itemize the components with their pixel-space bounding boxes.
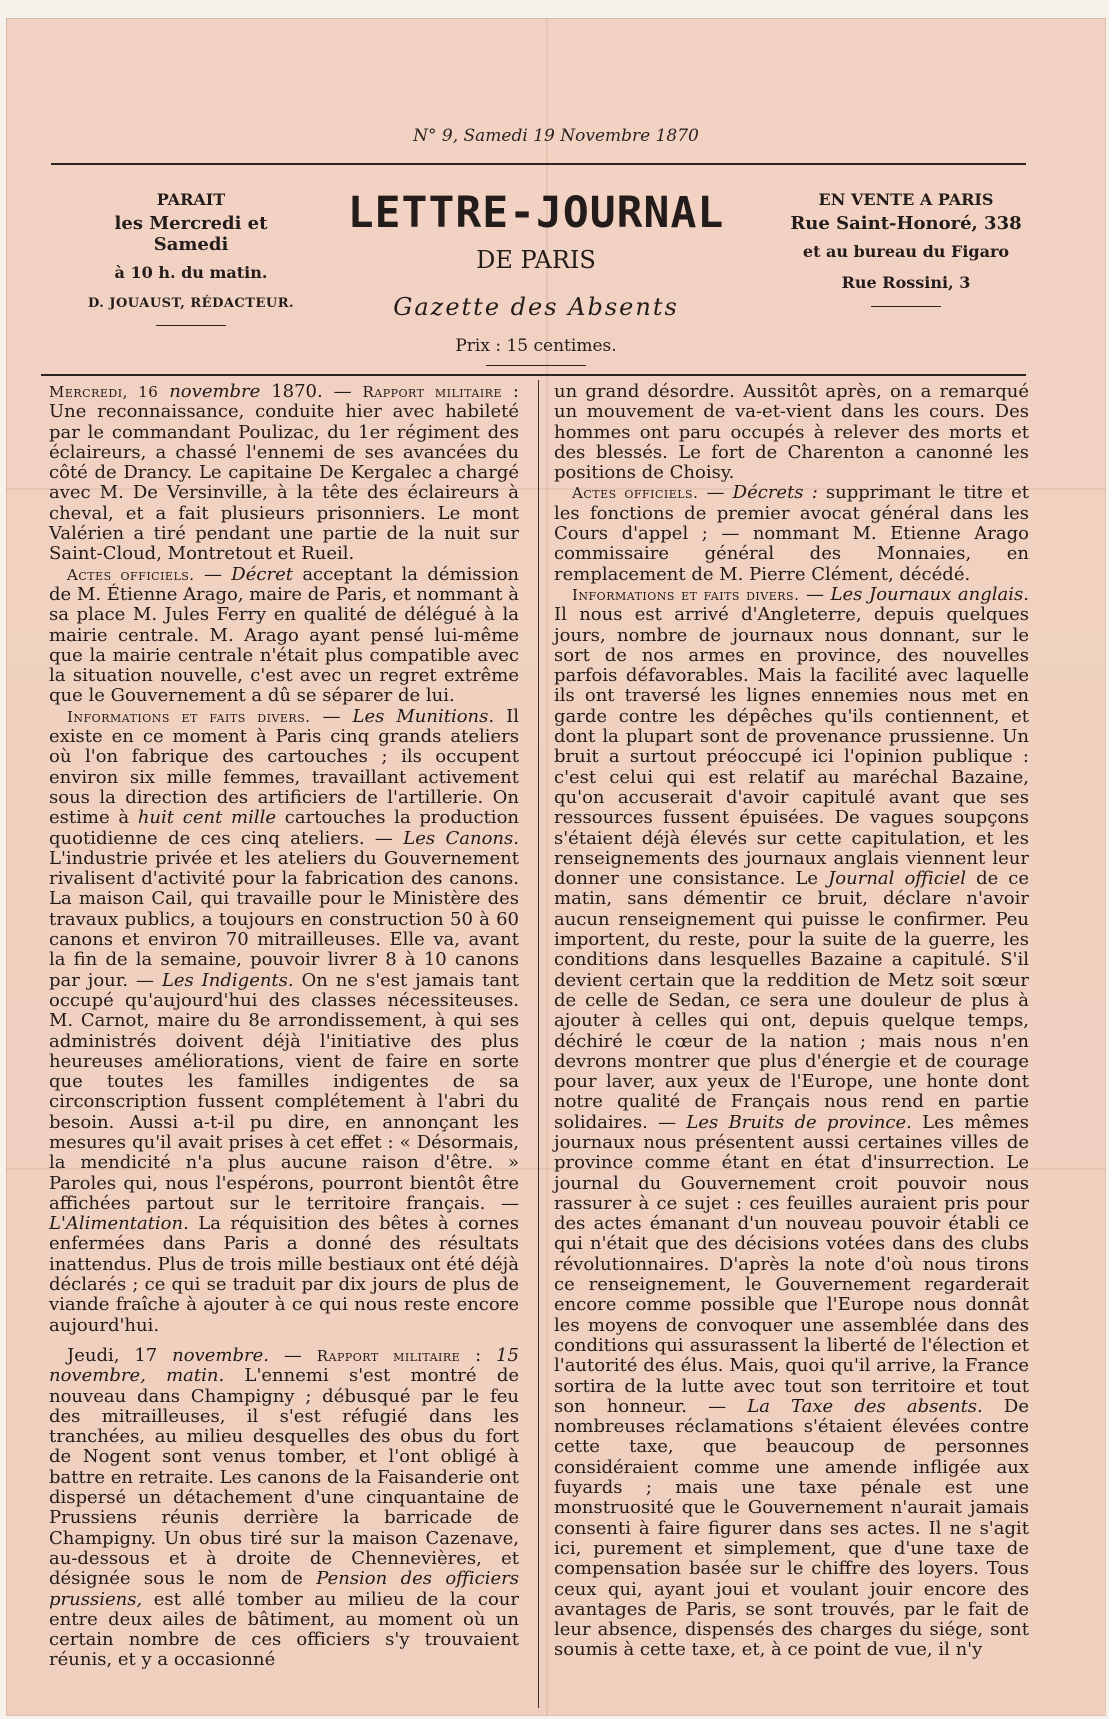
right-column	[554, 382, 1029, 1661]
left-column	[49, 382, 519, 1671]
days-label: les Mercredi et Samedi	[114, 213, 268, 255]
rossini-label: Rue Rossini, 3	[841, 273, 971, 292]
article-paragraph: Actes officiels. — Décrets : supprimant le titre et les fonctions de premier avocat général dans les Cours d'appel ; — nommant M. Etienne Arago commissaire général des Monnaies, en remplacement de M. Pierre Clément, décédé.	[554, 482, 1029, 585]
figaro-label: et au bureau du Figaro	[802, 242, 1010, 261]
masthead-gazette: Gazette des Absents	[393, 293, 679, 321]
publication-info	[76, 190, 306, 326]
newspaper-sheet	[6, 18, 1106, 1716]
price-rule	[486, 365, 586, 366]
masthead-title: LETTRE-JOURNAL	[347, 188, 725, 238]
masthead-subtitle: DE PARIS	[476, 246, 596, 274]
address-label: Rue Saint-Honoré, 338	[790, 213, 1022, 234]
price-label: Prix : 15 centimes.	[455, 336, 617, 356]
article-paragraph: Mercredi, 16 novembre 1870. — Rapport militaire : Une reconnaissance, conduite hier avec habileté par le commandant Poulizac, du 1er régiment des éclaireurs, a chassé l'ennemi de ses avancées du côté de Drancy. Le capitaine De Kergalec a chargé avec M. De Versinville, à la tête des éclaireurs à cheval, et a fait plusieurs prisonniers. Le mont Valérien a tiré pendant une partie de la nuit sur Saint-Cloud, Montretout et Rueil.	[49, 381, 519, 565]
issue-line: N° 9, Samedi 19 Novembre 1870	[413, 126, 699, 146]
header-rule	[51, 163, 1026, 165]
article-paragraph: Actes officiels. — Décret acceptant la démission de M. Étienne Arago, maire de Paris, et nommant à sa place M. Jules Ferry en qualité de délégué à la mairie centrale. M. Arago ayant pensé lui-même que la mairie centrale n'était plus compatible avec la situation nouvelle, c'est avec un regret extrême que le Gouvernement a dû se séparer de lui.	[49, 563, 520, 707]
editor-label: D. JOUAUST, RÉDACTEUR.	[87, 296, 295, 311]
sales-info	[776, 190, 1036, 307]
columns-rule	[41, 374, 1026, 376]
article-paragraph: Informations et faits divers. — Les Journaux anglais. Il nous est arrivé d'Angleterre, depuis quelques jours, nombre de journaux nous donnant, sur le sort de nos armes en province, des nouvelles parfois défavorables. Mais la facilité avec laquelle ils ont traversé les lignes ennemies nous met en garde contre les dépêches qu'ils contiennent, et dont la plupart sont de provenance prussienne. Un bruit a surtout préoccupé ici l'opinion publique : c'est celui qui est relatif au maréchal Bazaine, qu'on accuserait d'avoir capitulé avant que ses ressources fussent épuisées. De vagues soupçons s'étaient déjà élevés sur cette capitulation, et les renseignements des journaux anglais viennent leur donner une consistance. Le Journal officiel de ce matin, sans démentir ce bruit, déclare n'avoir aucun renseignement qui puisse le confirmer. Peu importent, du reste, pour la suite de la guerre, les conditions dans lesquelles Bazaine a capitulé. S'il devient certain que la reddition de Metz soit sœur de celle de Sedan, ce sera une douleur de plus à ajouter à celles qui ont, depuis quelque temps, déchiré le cœur de la nation ; mais nous n'en devrons montrer que plus d'énergie et de courage pour laver, aux yeux de l'Europe, une honte dont notre qualité de Français nous rend en partie solidaires. — Les Bruits de province. Les mêmes journaux nous présentent aussi certaines villes de province comme étant en état d'insurrection. Le journal du Gouvernement croit pouvoir nous rassurer à ce sujet : ces feuilles auraient pris pour des actes émanant d'un nouveau pouvoir établi ce qui n'était que des décisions votées dans des clubs révolutionnaires. D'après la note d'où nous tirons ce renseignement, le Gouvernement regarderait encore comme possible que l'Europe nous donnât les moyens de convoquer une assemblée dans des conditions qui assurassent la liberté de l'élection et l'autorité des élus. Mais, quoi qu'il arrive, la France sortira de la lutte avec tout son territoire et tout son honneur. — La Taxe des absents. De nombreuses réclamations s'étaient élevées contre cette taxe, que beaucoup de personnes considéraient comme une amende infligée aux fuyards ; mais une taxe pénale est une monstruosité que le Gouvernement n'aurait jamais consenti à faire figurer dans ses actes. Il ne s'agit ici, purement et simplement, que d'une taxe de compensation basée sur le chiffre des loyers. Tous ceux qui, ayant joui et voulant jouir encore des avantages de Paris, se sont trouvés, par le fait de leur absence, dispensés des charges du siége, sont soumis à cette taxe, et, à ce point de vue, il n'y	[554, 583, 1030, 1661]
left-box-rule	[156, 325, 226, 326]
column-divider	[538, 380, 539, 1708]
time-label: à 10 h. du matin.	[114, 263, 268, 282]
article-paragraph: un grand désordre. Aussitôt après, on a remarqué un mouvement de va-et-vient dans les cours. Des hommes ont paru occupés à relever des morts et des blessés. Le fort de Charenton a canonné les positions de Choisy.	[554, 381, 1029, 484]
right-box-rule	[871, 306, 941, 307]
article-paragraph: Informations et faits divers. — Les Munitions. Il existe en ce moment à Paris cinq grands ateliers où l'on fabrique des cartouches ; ils occupent environ six mille femmes, travaillant activement sous la direction des artificiers de l'artillerie. On estime à huit cent mille cartouches la production quotidienne de ces cinq ateliers. — Les Canons. L'industrie privée et les ateliers du Gouvernement rivalisent d'activité pour la fabrication des canons. La maison Cail, qui travaille pour le Ministère des travaux publics, a toujours en construction 50 à 60 canons et environ 70 mitrailleuses. Elle va, avant la fin de la semaine, pouvoir livrer 8 à 10 canons par jour. — Les Indigents. On ne s'est jamais tant occupé qu'aujourd'hui des classes nécessiteuses. M. Carnot, maire du 8e arrondissement, à qui ses administrés doivent déjà l'initiative des plus heureuses améliorations, vient de faire en sorte que toutes les familles indigentes de sa circonscription fussent complétement à l'abri du besoin. Aussi a-t-il pu dire, en annonçant les mesures qu'il avait prises à cet effet : « Désormais, la mendicité n'a plus aucune raison d'être. » Paroles qui, nous l'espérons, pourront bientôt être affichées partout sur le territoire français. — L'Alimentation. La réquisition des bêtes à cornes enfermées dans Paris a donné des résultats inattendus. Plus de trois mille bestiaux ont été déjà déclarés ; ce qui se traduit par dix jours de plus de viande fraîche à ajouter à ce qui nous reste encore aujourd'hui.	[49, 705, 519, 1336]
article-paragraph: Jeudi, 17 novembre. — Rapport militaire : 15 novembre, matin. L'ennemi s'est montré de nouveau dans Champigny ; débusqué par le feu des mitrailleuses, il s'est réfugié dans les tranchées, au milieu desquelles des obus du fort de Nogent sont venus tomber, et l'ont obligé à battre en retraite. Les canons de la Faisanderie ont dispersé un détachement d'une cinquantaine de Prussiens réunis derrière la barricade de Champigny. Un obus tiré sur la maison Cazenave, au-dessous et à droite de Chennevières, et désignée sous le nom de Pension des officiers prussiens, est allé tomber au milieu de la cour entre deux ailes de bâtiment, au moment où un certain nombre de ces officiers s'y trouvaient réunis, et y a occasionné	[49, 1344, 519, 1671]
parait-label: PARAIT	[156, 190, 226, 209]
sale-label: EN VENTE A PARIS	[818, 190, 994, 209]
